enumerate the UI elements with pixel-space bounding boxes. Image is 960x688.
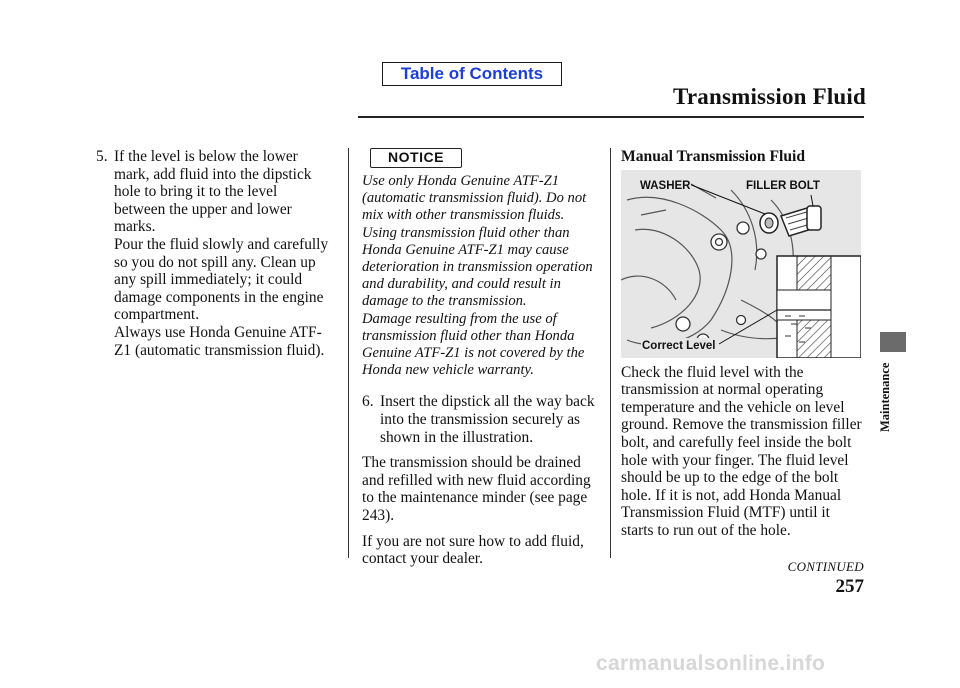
step-number: 6. — [362, 393, 374, 411]
section-name: Maintenance — [878, 362, 892, 432]
column-middle — [362, 148, 602, 568]
correct-level-label: Correct Level — [641, 338, 717, 356]
step-5-text: If the level is below the lower mark, add fluid into the dipstick hole to bring it to the level between the upper and lower marks. — [114, 148, 312, 236]
title-underline — [358, 116, 864, 118]
continued-marker: CONTINUED — [787, 559, 864, 574]
check-level-paragraph: Check the fluid level with the transmission at normal operating temperature and the vehicle on level ground. Remove the transmission filler bolt, and carefully feel inside the bolt hole with your finger. The fluid level should be up to the edge of the bolt hole. If it is not, add Honda Manual Transmission Fluid (MTF) until it starts to run out of the hole. — [621, 363, 862, 539]
section-side-label — [870, 360, 894, 450]
notice-paragraph-1: Use only Honda Genuine ATF-Z1 (automatic transmission fluid). Do not mix with other transmission fluids. Using transmission fluid other than Honda Genuine ATF-Z1 may cause deterioration in transmission operation and durability, and could result in damage to the transmission. — [362, 173, 593, 310]
drain-refill-paragraph: The transmission should be drained and refilled with new fluid according to the maintenance minder (see page 243). — [362, 454, 591, 524]
column-left — [96, 148, 332, 359]
column-divider-left — [348, 148, 349, 558]
filler-bolt-label: FILLER BOLT — [745, 178, 821, 196]
manual-transmission-heading: Manual Transmission Fluid — [621, 148, 806, 165]
step-number: 5. — [96, 148, 108, 165]
column-divider-right — [610, 148, 611, 558]
use-genuine-fluid-paragraph: Always use Honda Genuine ATF-Z1 (automatic transmission fluid). — [114, 323, 325, 359]
step-6-text: Insert the dipstick all the way back into the transmission securely as shown in the illustration. — [380, 393, 595, 446]
page-title: Transmission Fluid — [673, 84, 866, 109]
notice-badge: NOTICE — [370, 148, 462, 168]
contact-dealer-paragraph: If you are not sure how to add fluid, contact your dealer. — [362, 532, 584, 568]
site-watermark: carmanualsonline.info — [596, 652, 826, 675]
step-6 — [362, 393, 602, 446]
section-tab-marker — [880, 332, 906, 352]
column-right — [621, 148, 864, 540]
filler-bolt-illustration — [621, 170, 861, 358]
table-of-contents-button[interactable]: Table of Contents — [382, 62, 562, 86]
transmission-case-drawing — [621, 170, 861, 358]
page-number: 257 — [835, 576, 864, 597]
pour-slowly-paragraph: Pour the fluid slowly and carefully so you do not spill any. Clean up any spill immediately; it could damage components in the engine compartment. — [114, 235, 329, 324]
notice-text — [362, 173, 602, 379]
notice-paragraph-2: Damage resulting from the use of transmission fluid other than Honda Genuine ATF-Z1 is not covered by the Honda new vehicle warranty. — [362, 310, 585, 379]
washer-label: WASHER — [639, 178, 691, 196]
step-5 — [96, 148, 332, 359]
